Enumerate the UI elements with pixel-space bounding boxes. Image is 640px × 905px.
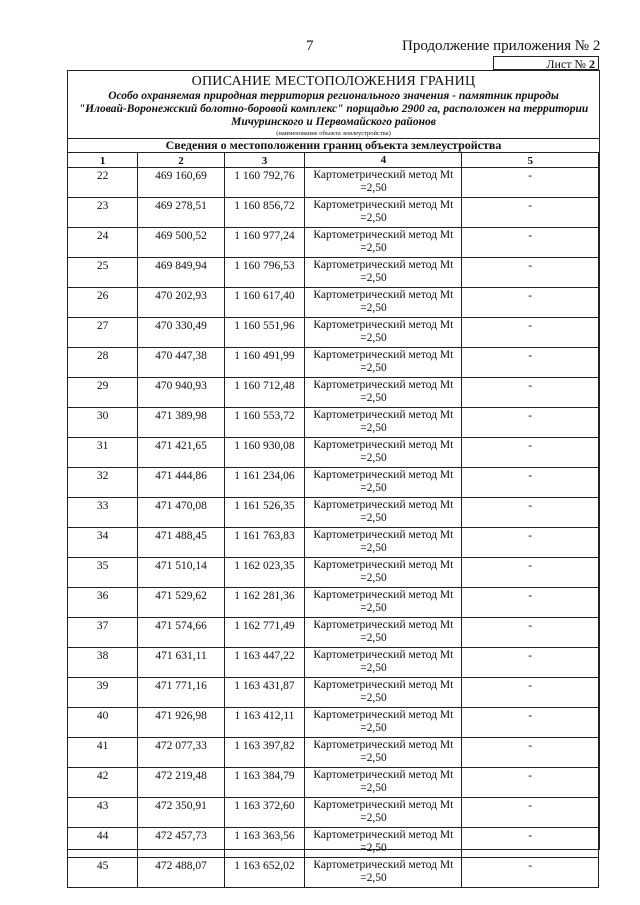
method-cell <box>305 378 462 408</box>
table-row <box>68 738 599 768</box>
point-number-cell: 23 <box>68 198 138 228</box>
coordinates-table <box>67 152 599 888</box>
description-cell: - <box>462 438 599 468</box>
method-text: Картометрический метод Mt <box>313 409 454 421</box>
method-text: Картометрический метод Mt <box>313 469 454 481</box>
y-coordinate-cell: 1 161 763,83 <box>224 528 304 558</box>
table-row <box>68 228 599 258</box>
description-cell: - <box>462 468 599 498</box>
object-description-line-1: Особо охраняемая природная территория регионального значения - памятник природы <box>108 90 559 102</box>
method-cell <box>305 828 462 858</box>
accuracy-text: =2,50 <box>360 362 387 374</box>
description-cell: - <box>462 648 599 678</box>
x-coordinate-cell: 470 202,93 <box>138 288 224 318</box>
y-coordinate-cell: 1 163 412,11 <box>224 708 304 738</box>
method-text: Картометрический метод Mt <box>313 739 454 751</box>
appendix-label: Продолжение приложения № 2 <box>402 38 601 54</box>
method-text: Картометрический метод Mt <box>313 289 454 301</box>
x-coordinate-cell: 472 488,07 <box>138 858 224 888</box>
description-cell: - <box>462 708 599 738</box>
table-row <box>68 768 599 798</box>
description-cell: - <box>462 228 599 258</box>
table-row <box>68 288 599 318</box>
accuracy-text: =2,50 <box>360 452 387 464</box>
point-number-cell: 22 <box>68 168 138 198</box>
y-coordinate-cell: 1 160 553,72 <box>224 408 304 438</box>
accuracy-text: =2,50 <box>360 392 387 404</box>
table-row <box>68 378 599 408</box>
accuracy-text: =2,50 <box>360 812 387 824</box>
accuracy-text: =2,50 <box>360 482 387 494</box>
description-cell: - <box>462 558 599 588</box>
description-cell: - <box>462 618 599 648</box>
point-number-cell: 45 <box>68 858 138 888</box>
method-cell <box>305 198 462 228</box>
method-cell <box>305 528 462 558</box>
point-number-cell: 38 <box>68 648 138 678</box>
accuracy-text: =2,50 <box>360 572 387 584</box>
y-coordinate-cell: 1 160 617,40 <box>224 288 304 318</box>
method-text: Картометрический метод Mt <box>313 619 454 631</box>
accuracy-text: =2,50 <box>360 692 387 704</box>
object-description-line-2: "Иловай-Воронежский болотно-боровой комплекс" порщадью 2900 га, расположен на территории <box>78 103 589 115</box>
point-number-cell: 33 <box>68 498 138 528</box>
method-text: Картометрический метод Mt <box>313 169 454 181</box>
y-coordinate-cell: 1 163 431,87 <box>224 678 304 708</box>
x-coordinate-cell: 471 444,86 <box>138 468 224 498</box>
method-text: Картометрический метод Mt <box>313 589 454 601</box>
sheet-label: Лист № <box>546 57 586 71</box>
y-coordinate-cell: 1 161 526,35 <box>224 498 304 528</box>
x-coordinate-cell: 472 219,48 <box>138 768 224 798</box>
point-number-cell: 34 <box>68 528 138 558</box>
section-heading: Сведения о местоположении границ объекта землеустройства <box>68 138 599 152</box>
method-cell <box>305 468 462 498</box>
table-row <box>68 438 599 468</box>
description-cell: - <box>462 858 599 888</box>
table-row <box>68 708 599 738</box>
accuracy-text: =2,50 <box>360 722 387 734</box>
y-coordinate-cell: 1 163 384,79 <box>224 768 304 798</box>
table-row <box>68 348 599 378</box>
method-cell <box>305 258 462 288</box>
point-number-cell: 27 <box>68 318 138 348</box>
point-number-cell: 26 <box>68 288 138 318</box>
description-cell: - <box>462 588 599 618</box>
method-cell <box>305 168 462 198</box>
x-coordinate-cell: 469 500,52 <box>138 228 224 258</box>
description-cell: - <box>462 378 599 408</box>
description-cell: - <box>462 408 599 438</box>
table-row <box>68 798 599 828</box>
description-cell: - <box>462 768 599 798</box>
x-coordinate-cell: 471 631,11 <box>138 648 224 678</box>
method-cell <box>305 318 462 348</box>
method-cell <box>305 288 462 318</box>
y-coordinate-cell: 1 160 712,48 <box>224 378 304 408</box>
method-text: Картометрический метод Mt <box>313 199 454 211</box>
x-coordinate-cell: 471 510,14 <box>138 558 224 588</box>
table-row <box>68 678 599 708</box>
method-cell <box>305 498 462 528</box>
y-coordinate-cell: 1 160 930,08 <box>224 438 304 468</box>
accuracy-text: =2,50 <box>360 512 387 524</box>
table-row <box>68 618 599 648</box>
method-text: Картометрический метод Mt <box>313 319 454 331</box>
column-header: 3 <box>224 153 304 168</box>
description-cell: - <box>462 318 599 348</box>
table-row <box>68 828 599 858</box>
x-coordinate-cell: 471 529,62 <box>138 588 224 618</box>
method-text: Картометрический метод Mt <box>313 229 454 241</box>
description-cell: - <box>462 738 599 768</box>
method-text: Картометрический метод Mt <box>313 439 454 451</box>
accuracy-text: =2,50 <box>360 272 387 284</box>
method-cell <box>305 228 462 258</box>
x-coordinate-cell: 471 926,98 <box>138 708 224 738</box>
accuracy-text: =2,50 <box>360 332 387 344</box>
method-text: Картометрический метод Mt <box>313 259 454 271</box>
table-row <box>68 408 599 438</box>
y-coordinate-cell: 1 160 491,99 <box>224 348 304 378</box>
x-coordinate-cell: 471 470,08 <box>138 498 224 528</box>
method-cell <box>305 438 462 468</box>
y-coordinate-cell: 1 161 234,06 <box>224 468 304 498</box>
method-text: Картометрический метод Mt <box>313 529 454 541</box>
column-header: 1 <box>68 153 138 168</box>
accuracy-text: =2,50 <box>360 542 387 554</box>
x-coordinate-cell: 472 077,33 <box>138 738 224 768</box>
table-row <box>68 198 599 228</box>
table-row <box>68 648 599 678</box>
method-text: Картометрический метод Mt <box>313 829 454 841</box>
point-number-cell: 28 <box>68 348 138 378</box>
accuracy-text: =2,50 <box>360 632 387 644</box>
y-coordinate-cell: 1 162 023,35 <box>224 558 304 588</box>
table-row <box>68 588 599 618</box>
method-text: Картометрический метод Mt <box>313 859 454 871</box>
accuracy-text: =2,50 <box>360 422 387 434</box>
y-coordinate-cell: 1 163 652,02 <box>224 858 304 888</box>
y-coordinate-cell: 1 160 856,72 <box>224 198 304 228</box>
method-text: Картометрический метод Mt <box>313 349 454 361</box>
method-cell <box>305 558 462 588</box>
accuracy-text: =2,50 <box>360 752 387 764</box>
point-number-cell: 40 <box>68 708 138 738</box>
x-coordinate-cell: 471 574,66 <box>138 618 224 648</box>
accuracy-text: =2,50 <box>360 242 387 254</box>
method-cell <box>305 648 462 678</box>
method-cell <box>305 858 462 888</box>
accuracy-text: =2,50 <box>360 602 387 614</box>
y-coordinate-cell: 1 162 771,49 <box>224 618 304 648</box>
x-coordinate-cell: 470 330,49 <box>138 318 224 348</box>
point-number-cell: 43 <box>68 798 138 828</box>
point-number-cell: 44 <box>68 828 138 858</box>
point-number-cell: 36 <box>68 588 138 618</box>
method-text: Картометрический метод Mt <box>313 769 454 781</box>
method-text: Картометрический метод Mt <box>313 379 454 391</box>
y-coordinate-cell: 1 160 796,53 <box>224 258 304 288</box>
accuracy-text: =2,50 <box>360 302 387 314</box>
x-coordinate-cell: 469 160,69 <box>138 168 224 198</box>
method-cell <box>305 678 462 708</box>
description-cell: - <box>462 168 599 198</box>
description-cell: - <box>462 348 599 378</box>
description-cell: - <box>462 678 599 708</box>
method-text: Картометрический метод Mt <box>313 709 454 721</box>
point-number-cell: 30 <box>68 408 138 438</box>
y-coordinate-cell: 1 163 372,60 <box>224 798 304 828</box>
table-row <box>68 498 599 528</box>
x-coordinate-cell: 470 447,38 <box>138 348 224 378</box>
table-row <box>68 168 599 198</box>
point-number-cell: 25 <box>68 258 138 288</box>
column-header: 2 <box>138 153 224 168</box>
accuracy-text: =2,50 <box>360 662 387 674</box>
description-cell: - <box>462 258 599 288</box>
point-number-cell: 42 <box>68 768 138 798</box>
object-description-line-3: Мичуринского и Первомайского районов <box>231 116 436 128</box>
method-cell <box>305 348 462 378</box>
y-coordinate-cell: 1 160 551,96 <box>224 318 304 348</box>
description-cell: - <box>462 528 599 558</box>
point-number-cell: 31 <box>68 438 138 468</box>
point-number-cell: 41 <box>68 738 138 768</box>
method-cell <box>305 618 462 648</box>
x-coordinate-cell: 470 940,93 <box>138 378 224 408</box>
table-row <box>68 258 599 288</box>
table-row <box>68 468 599 498</box>
accuracy-text: =2,50 <box>360 782 387 794</box>
point-number-cell: 39 <box>68 678 138 708</box>
method-text: Картометрический метод Mt <box>313 799 454 811</box>
method-cell <box>305 408 462 438</box>
method-cell <box>305 588 462 618</box>
page-number: 7 <box>306 38 314 54</box>
y-coordinate-cell: 1 160 792,76 <box>224 168 304 198</box>
table-row <box>68 558 599 588</box>
object-name-caption: (наименование объекта землеустройства) <box>276 130 391 137</box>
method-text: Картометрический метод Mt <box>313 559 454 571</box>
x-coordinate-cell: 469 849,94 <box>138 258 224 288</box>
y-coordinate-cell: 1 160 977,24 <box>224 228 304 258</box>
y-coordinate-cell: 1 163 363,56 <box>224 828 304 858</box>
x-coordinate-cell: 472 350,91 <box>138 798 224 828</box>
document-title: ОПИСАНИЕ МЕСТОПОЛОЖЕНИЯ ГРАНИЦ <box>191 74 476 89</box>
accuracy-text: =2,50 <box>360 842 387 854</box>
point-number-cell: 29 <box>68 378 138 408</box>
column-header: 4 <box>305 153 462 168</box>
accuracy-text: =2,50 <box>360 182 387 194</box>
x-coordinate-cell: 472 457,73 <box>138 828 224 858</box>
table-header-row <box>68 153 599 168</box>
x-coordinate-cell: 471 488,45 <box>138 528 224 558</box>
method-text: Картометрический метод Mt <box>313 499 454 511</box>
table-row <box>68 528 599 558</box>
method-cell <box>305 708 462 738</box>
document-frame <box>67 70 600 884</box>
description-cell: - <box>462 498 599 528</box>
table-row <box>68 858 599 888</box>
y-coordinate-cell: 1 163 447,22 <box>224 648 304 678</box>
method-cell <box>305 738 462 768</box>
x-coordinate-cell: 469 278,51 <box>138 198 224 228</box>
point-number-cell: 35 <box>68 558 138 588</box>
description-cell: - <box>462 798 599 828</box>
x-coordinate-cell: 471 771,16 <box>138 678 224 708</box>
table-row <box>68 318 599 348</box>
method-cell <box>305 798 462 828</box>
sheet-number-box <box>493 56 599 70</box>
method-text: Картометрический метод Mt <box>313 649 454 661</box>
column-header: 5 <box>462 153 599 168</box>
point-number-cell: 37 <box>68 618 138 648</box>
y-coordinate-cell: 1 163 397,82 <box>224 738 304 768</box>
method-text: Картометрический метод Mt <box>313 679 454 691</box>
point-number-cell: 24 <box>68 228 138 258</box>
accuracy-text: =2,50 <box>360 872 387 884</box>
sheet-number: 2 <box>589 57 595 71</box>
description-cell: - <box>462 288 599 318</box>
x-coordinate-cell: 471 389,98 <box>138 408 224 438</box>
y-coordinate-cell: 1 162 281,36 <box>224 588 304 618</box>
point-number-cell: 32 <box>68 468 138 498</box>
description-cell: - <box>462 198 599 228</box>
x-coordinate-cell: 471 421,65 <box>138 438 224 468</box>
description-cell: - <box>462 828 599 858</box>
accuracy-text: =2,50 <box>360 212 387 224</box>
method-cell <box>305 768 462 798</box>
